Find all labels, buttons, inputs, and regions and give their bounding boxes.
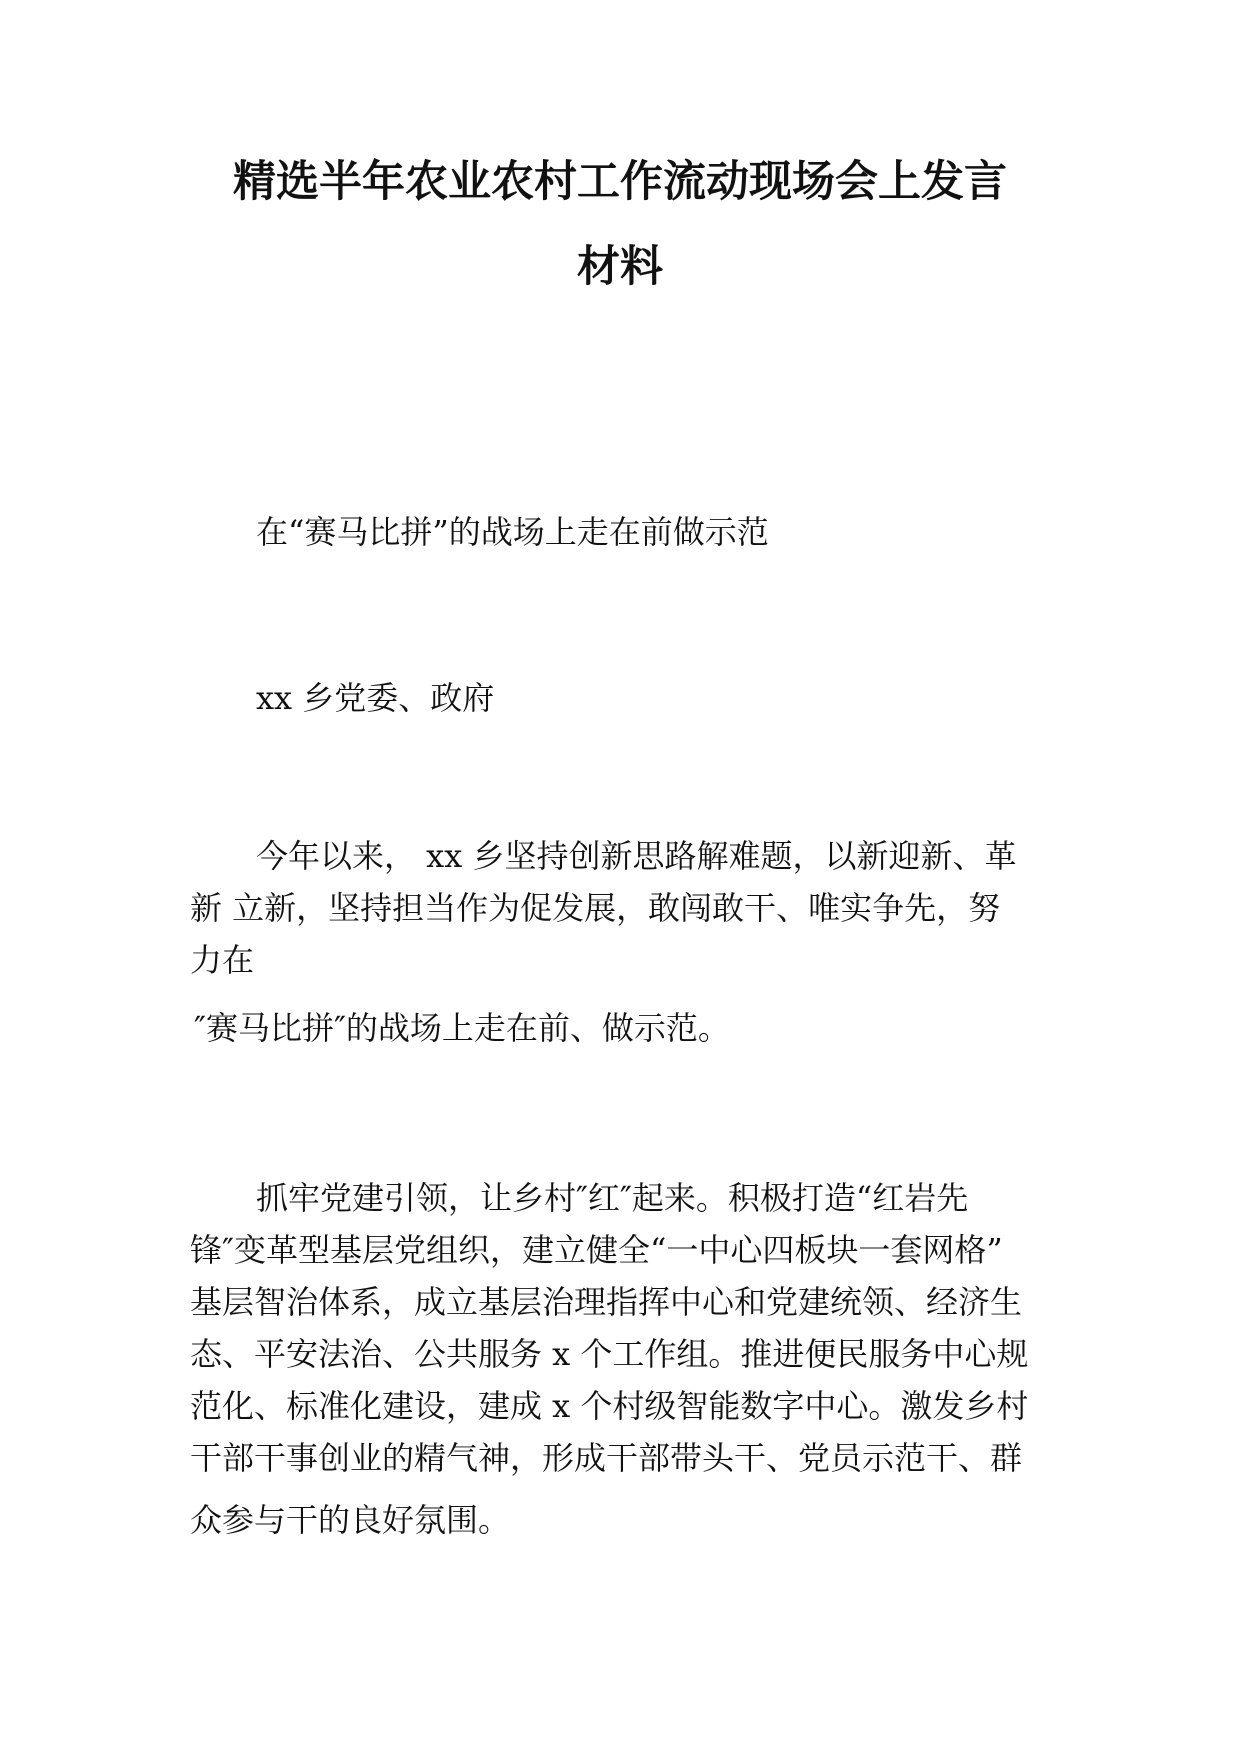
- paragraph-2-line: 范化、标准化建设，建成 x 个村级智能数字中心。激发乡村: [190, 1387, 1029, 1425]
- paragraph-1-line: 力在: [190, 941, 255, 979]
- paragraph-2-line: 基层智治体系，成立基层治理指挥中心和党建统领、经济生: [190, 1283, 1023, 1321]
- paragraph-2-line: 干部干事创业的精气神，形成干部带头干、党员示范干、群: [190, 1439, 1023, 1477]
- paragraph-1-line: 新 立新，坚持担当作为促发展，敢闯敢干、唯实争先，努: [190, 889, 1001, 927]
- paragraph-2-line: 态、平安法治、公共服务 x 个工作组。推进便民服务中心规: [190, 1335, 1029, 1373]
- document-subtitle: 在“赛马比拼”的战场上走在前做示范: [256, 513, 769, 551]
- paragraph-2-line: 抓牢党建引领，让乡村″红″起来。积极打造“红岩先: [256, 1179, 969, 1217]
- document-organization: xx 乡党委、政府: [256, 679, 495, 717]
- document-title-line-2: 材料: [577, 242, 663, 292]
- paragraph-1-line: ″赛马比拼″的战场上走在前、做示范。: [194, 1009, 730, 1047]
- paragraph-1-line: 今年以来， xx 乡坚持创新思路解难题，以新迎新、革: [256, 837, 1017, 875]
- paragraph-2-line: 锋″变革型基层党组织，建立健全“一中心四板块一套网格”: [190, 1231, 1003, 1269]
- paragraph-2-line: 众参与干的良好氛围。: [190, 1501, 511, 1539]
- document-title-line-1: 精选半年农业农村工作流动现场会上发言: [233, 157, 1007, 207]
